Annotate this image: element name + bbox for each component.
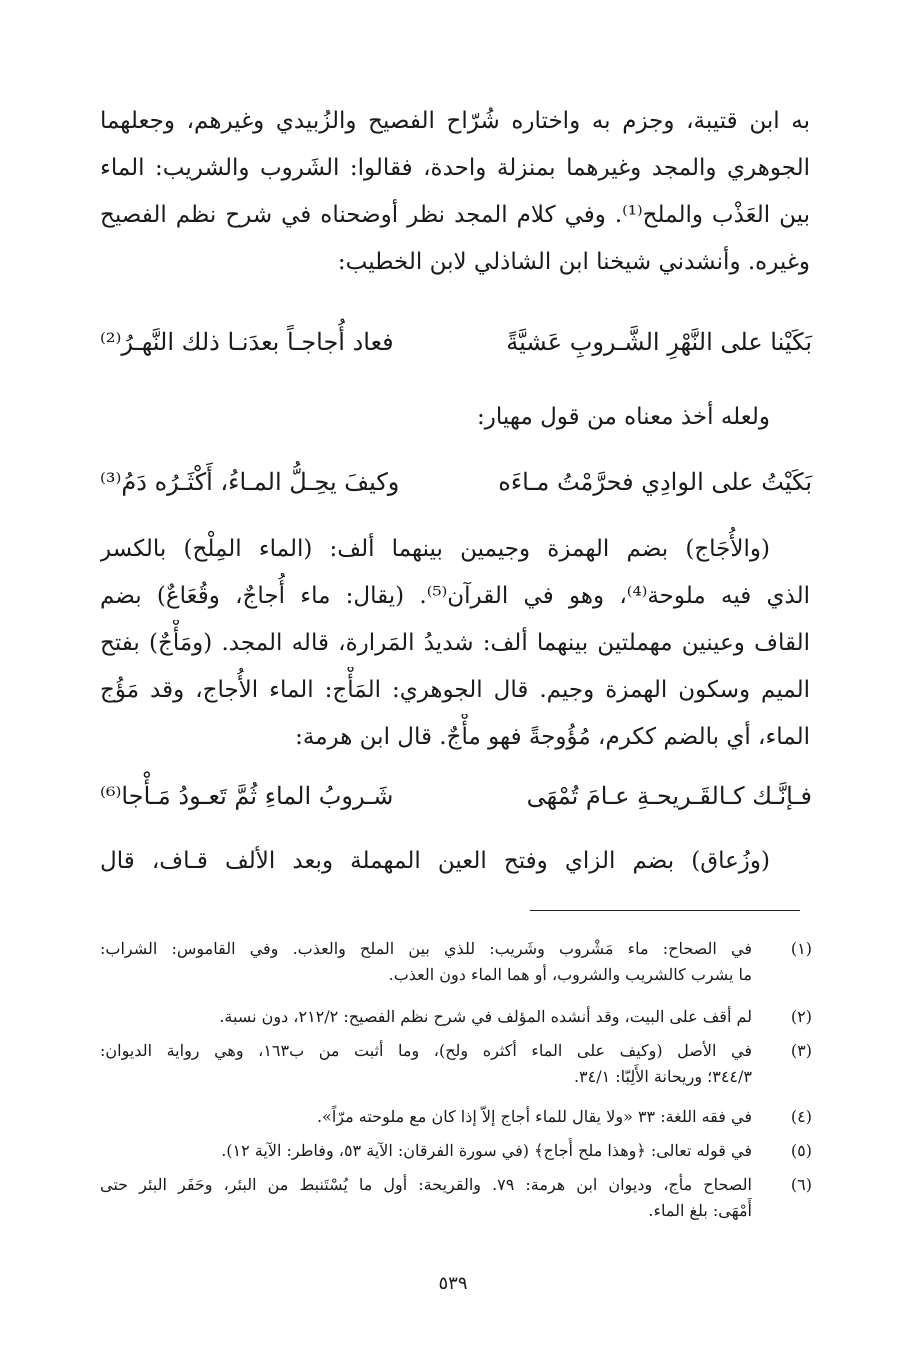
text-line: به ابن قتيبة، وجزم به واختاره شُرّاح الفصيح والزُبيدي وغيرهم، وجعلهما <box>100 108 810 134</box>
page-number: ٥٣٩ <box>438 1273 468 1294</box>
verse-first-hemistich: بَكَيْتُ على الوادِي فحرَّمْتُ مـاءَه <box>498 468 812 496</box>
paragraph-1 <box>100 98 810 286</box>
verse-first-hemistich: بَكَيْنا على النَّهْرِ الشَّـروبِ عَشيَّةً <box>506 328 812 356</box>
footnote-3 <box>100 1038 812 1090</box>
footnote-number: (٦) <box>790 1175 812 1194</box>
verse-second-hemistich: وكيفَ يحِـلُّ المـاءُ، أَكْثَـرُه دَمُ⁽³⁾ <box>100 468 400 496</box>
footnote-number: (١) <box>790 939 812 958</box>
verse-2 <box>100 458 812 506</box>
text-line: (والأُجَاج) بضم الهمزة وجيمين بينهما ألف: (الماء المِلْح) بالكسر <box>100 536 770 562</box>
verse-first-hemistich: فـإنَّـك كـالقَـريحـةِ عـامَ تُمْهَى <box>526 782 812 810</box>
text-line: الجوهري والمجد وغيرهما بمنزلة واحدة، فقالوا: الشَروب والشريب: الماء <box>100 155 810 181</box>
footnote-separator <box>530 910 800 911</box>
footnote-line: في الصحاح: ماء مَشْروب وشَريب: للذي بين الملح والعذب. وفي القاموس: الشراب: <box>100 939 752 958</box>
verse-1 <box>100 318 812 366</box>
footnote-line: الصحاح مأج، وديوان ابن هرمة: ٧٩. والقريحة: أول ما يُسْتَنبط من البئر، وحَفَر البئر حتى <box>100 1175 752 1194</box>
footnote-line: ما يشرب كالشريب والشروب، أو هما الماء دون العذب. <box>388 965 752 984</box>
footnote-line: ٣٤٤/٣؛ وريحانة الأَلِبّا: ٣٤/١. <box>573 1067 752 1086</box>
footnote-4 <box>100 1104 812 1130</box>
verse-3 <box>100 772 812 820</box>
footnote-number: (٢) <box>790 1007 812 1026</box>
paragraph-4 <box>100 838 810 885</box>
footnote-line: في فقه اللغة: ٣٣ «ولا يقال للماء أجاج إلاّ إذا كان مع ملوحته مرّاً». <box>316 1107 752 1126</box>
footnote-number: (٥) <box>790 1141 812 1160</box>
footnote-number: (٤) <box>790 1107 812 1126</box>
text-line: (وزُعاق) بضم الزاي وفتح العين المهملة وبعد الألف قـاف، قال <box>100 848 770 874</box>
footnote-2 <box>100 1004 812 1030</box>
text-line: الذي فيه ملوحة⁽⁴⁾، وهو في القرآن⁽⁵⁾. (يقال: ماء أُجاجٌ، وقُعَاعٌ) بضم <box>100 583 810 609</box>
footnote-line: أَمْهَى: بلغ الماء. <box>648 1201 752 1220</box>
verse-second-hemistich: فعاد أُجاجـاً بعدَنـا ذلك النَّهـرُ⁽²⁾ <box>100 328 394 356</box>
text-line: الميم وسكون الهمزة وجيم. قال الجوهري: المَأْج: الماء الأُجاج، وقد مَؤُج <box>100 677 810 703</box>
paragraph-2 <box>100 394 810 441</box>
verse-second-hemistich: شَـروبُ الماءِ ثُمَّ تَعـودُ مَـأْجا⁽⁶⁾ <box>100 782 394 810</box>
text-line: وغيره. وأنشدني شيخنا ابن الشاذلي لابن الخطيب: <box>337 249 810 275</box>
text-line: ولعله أخذ معناه من قول مهيار: <box>477 404 770 430</box>
footnote-1 <box>100 936 812 988</box>
paragraph-3 <box>100 526 810 761</box>
text-line: بين العَذْب والملح⁽¹⁾. وفي كلام المجد نظر أوضحناه في شرح نظم الفصيح <box>100 202 810 228</box>
footnote-line: في قوله تعالى: ﴿وهذا ملح أُجاج﴾ (في سورة الفرقان: الآية ٥٣، وفاطر: الآية ١٢). <box>221 1141 752 1160</box>
text-line: القاف وعينين مهملتين بينهما ألف: شديدُ المَرارة، قاله المجد. (ومَأْجٌ) بفتح <box>100 630 810 656</box>
text-line: الماء، أي بالضم ككرم، مُؤُوجةً فهو مأْجٌ. قال ابن هرمة: <box>295 724 810 750</box>
footnote-6 <box>100 1172 812 1224</box>
footnote-line: في الأصل (وكيف على الماء أكثره ولح)، وما أثبت من ب١٦٣، وهي رواية الديوان: <box>100 1041 752 1060</box>
footnote-5 <box>100 1138 812 1164</box>
footnote-line: لم أقف على البيت، وقد أنشده المؤلف في شرح نظم الفصيح: ٢١٢/٢، دون نسبة. <box>219 1007 752 1026</box>
footnote-number: (٣) <box>790 1041 812 1060</box>
